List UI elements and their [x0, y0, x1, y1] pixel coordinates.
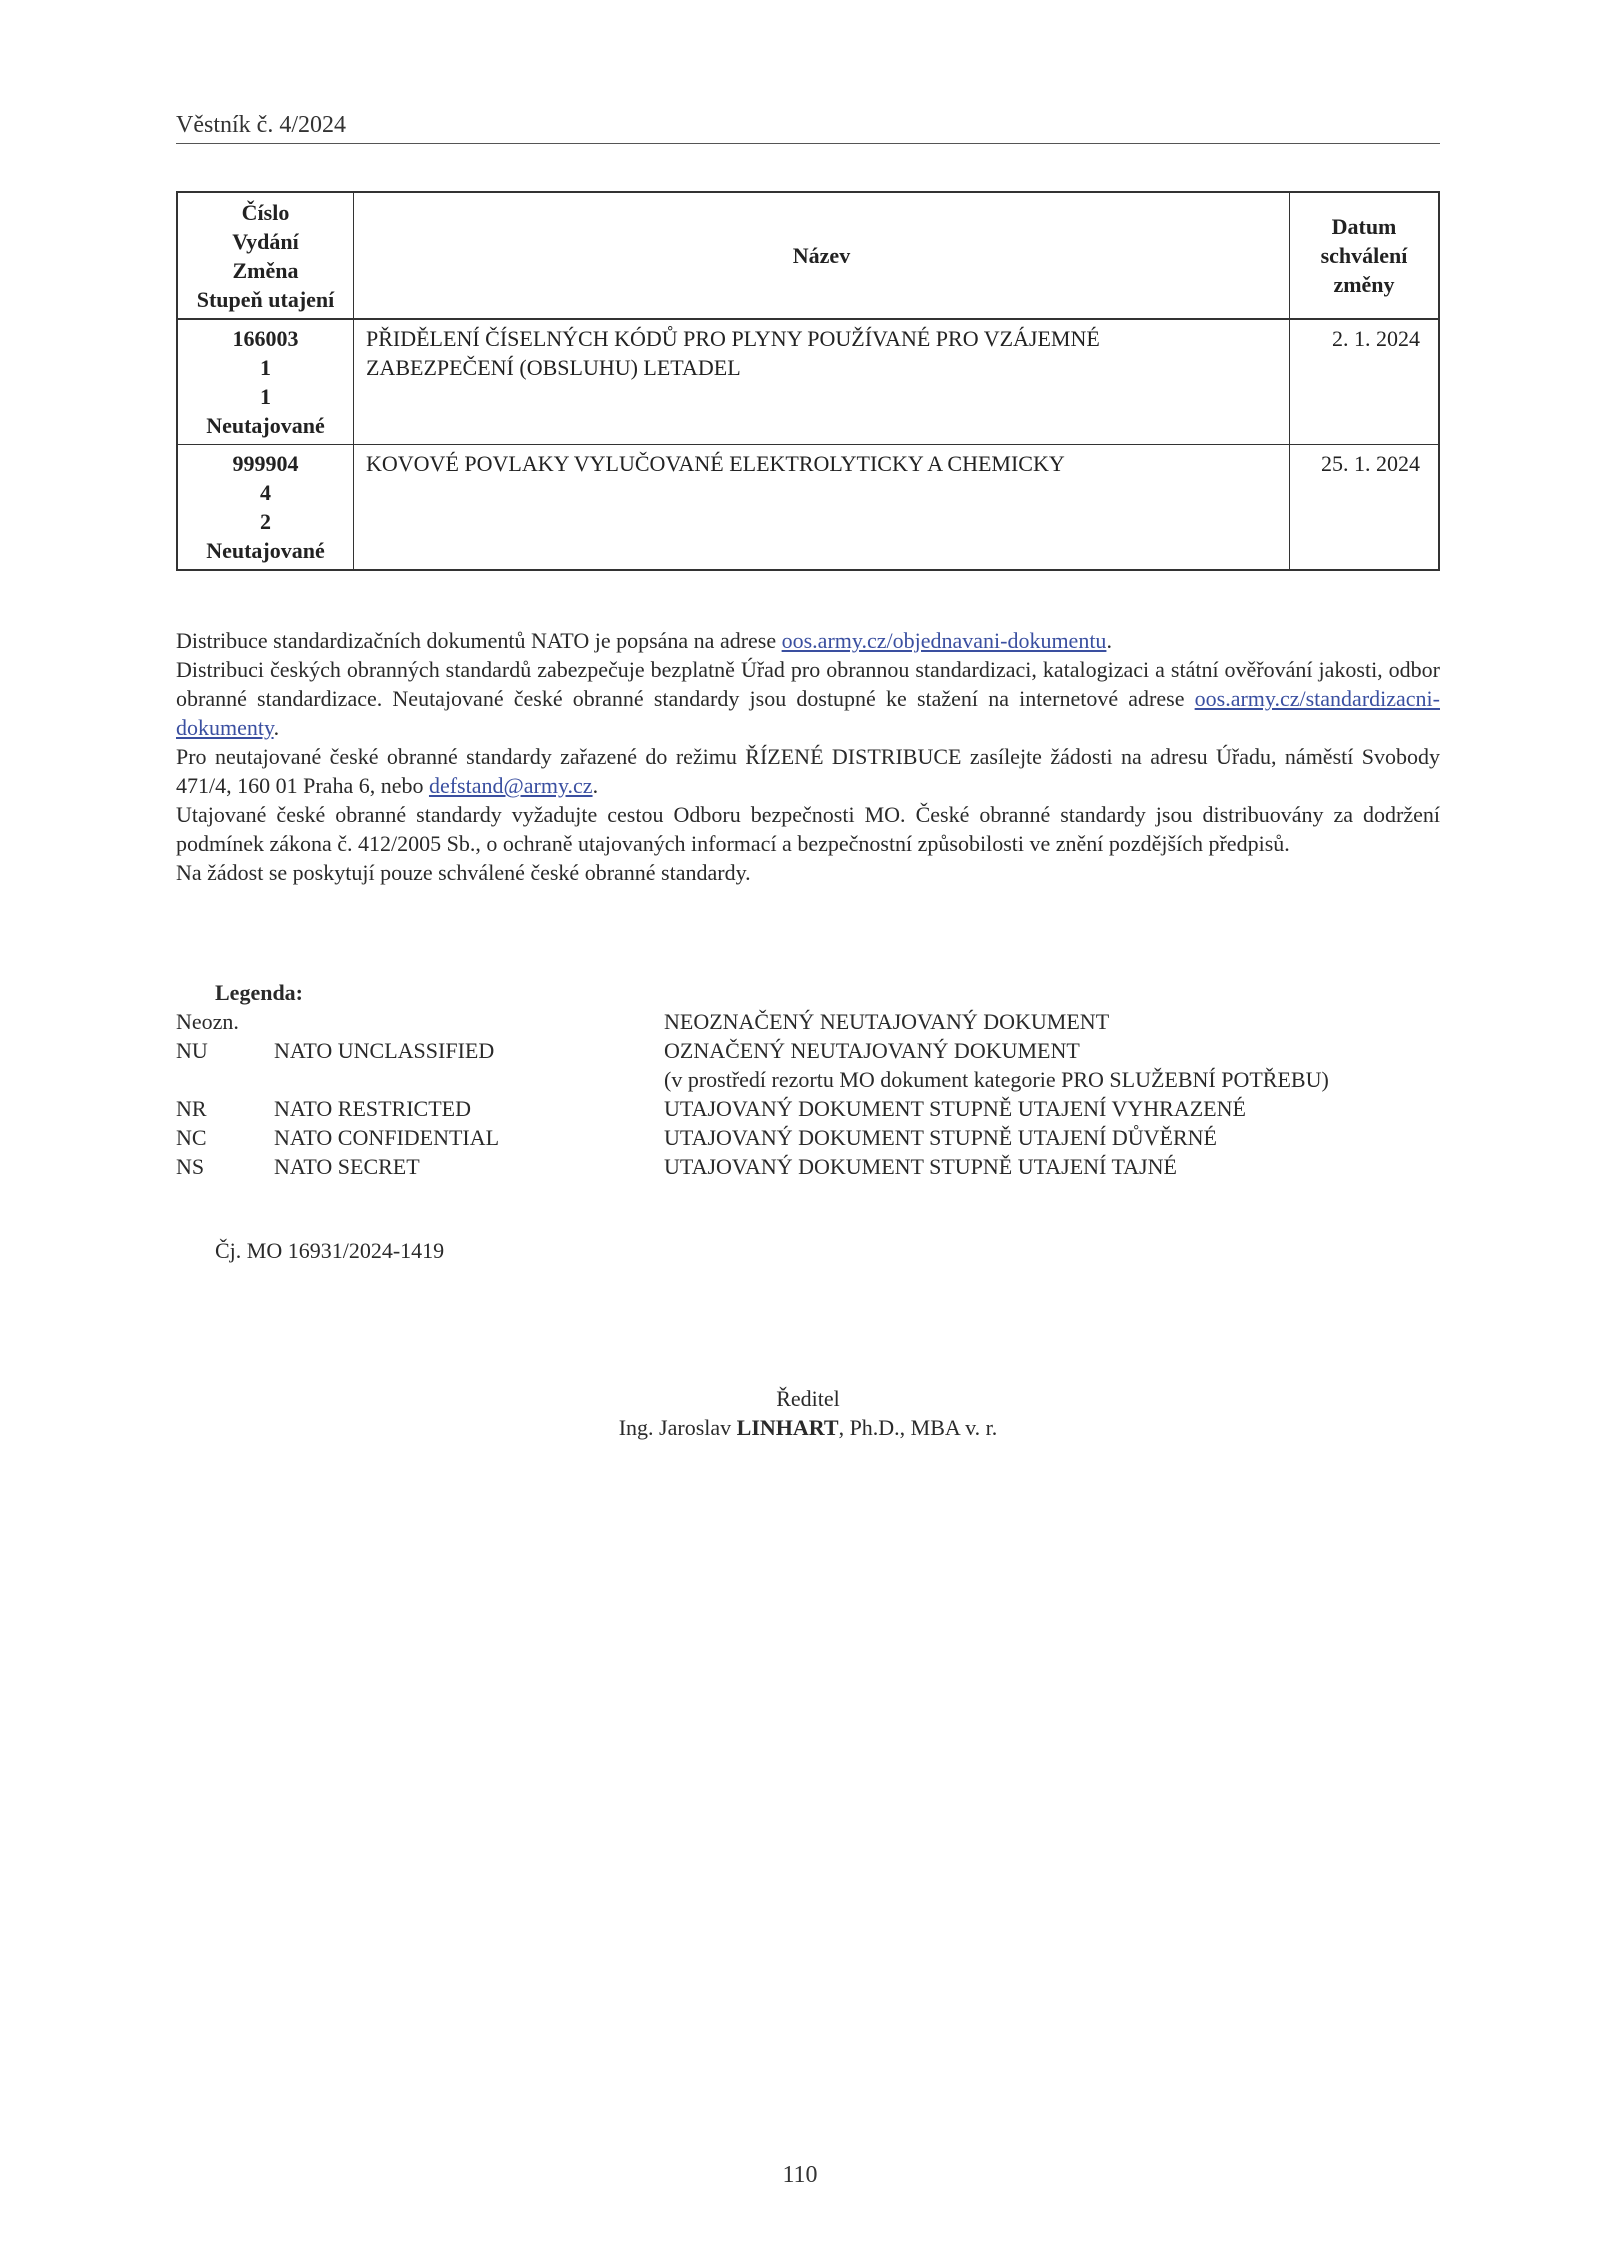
- legend-abbr: NC: [176, 1125, 207, 1150]
- legend-desc: UTAJOVANÝ DOKUMENT STUPNĚ UTAJENÍ TAJNÉ: [664, 1154, 1177, 1179]
- legend-row: [176, 1007, 1440, 1036]
- cell-date: 25. 1. 2024: [1290, 445, 1440, 571]
- legend-name: NATO CONFIDENTIAL: [274, 1125, 500, 1150]
- cell-number: [177, 319, 354, 445]
- legend-row: [176, 1094, 1440, 1123]
- title-line: ZABEZPEČENÍ (OBSLUHU) LETADEL: [366, 355, 741, 380]
- legend-abbr: Neozn.: [176, 1009, 239, 1034]
- page-number: 110: [782, 2162, 818, 2188]
- header-line: Vydání: [232, 228, 299, 254]
- link-standards[interactable]: oos.army.cz/standardizacni-dokumenty: [176, 686, 1440, 740]
- paragraph-czech-distribution: Distribuci českých obranných standardů zabezpečuje bezplatně Úřad pro obrannou standardizaci, katalogizaci a státní ověřování jakosti, odbor obranné standardizace. Neutajované české obranné standardy jsou dostupné ke stažení na internetové adrese oos.army.cz/standardizacni-dokumenty.: [176, 657, 1440, 740]
- cell-title: [354, 445, 1290, 571]
- legend-desc: NEOZNAČENÝ NEUTAJOVANÝ DOKUMENT: [664, 1009, 1110, 1034]
- legend-row: [176, 1123, 1440, 1152]
- legend-desc: UTAJOVANÝ DOKUMENT STUPNĚ UTAJENÍ VYHRAZENÉ: [664, 1096, 1246, 1121]
- distribution-text: [176, 626, 1440, 887]
- paragraph-approved-only: Na žádost se poskytují pouze schválené české obranné standardy.: [176, 860, 751, 885]
- legend-abbr: NU: [176, 1038, 208, 1063]
- bulletin-header: [176, 112, 1440, 144]
- standard-number: 999904: [232, 451, 299, 476]
- signature-block: [176, 1384, 1440, 1442]
- header-line: Stupeň utajení: [196, 286, 335, 312]
- legend-desc: OZNAČENÝ NEUTAJOVANÝ DOKUMENT: [664, 1038, 1080, 1063]
- standards-table: [176, 191, 1440, 571]
- edition: 1: [260, 355, 271, 380]
- change: 2: [260, 509, 271, 534]
- table-row: [177, 445, 1439, 571]
- reference-number: Čj. MO 16931/2024-1419: [215, 1238, 445, 1263]
- header-line: změny: [1333, 272, 1395, 297]
- cell-title: [354, 319, 1290, 445]
- signature-role: Ředitel: [776, 1386, 840, 1411]
- legend-row: [176, 1065, 1440, 1094]
- cell-number: [177, 445, 354, 571]
- title-line: KOVOVÉ POVLAKY VYLUČOVANÉ ELEKTROLYTICKY A CHEMICKY: [366, 451, 1065, 476]
- table-row: [177, 319, 1439, 445]
- change: 1: [260, 384, 271, 409]
- edition: 4: [260, 480, 271, 505]
- legend-desc: UTAJOVANÝ DOKUMENT STUPNĚ UTAJENÍ DŮVĚRNÉ: [664, 1125, 1217, 1150]
- header-title: Název: [354, 192, 1290, 319]
- table-header-row: [177, 192, 1439, 319]
- legend-row: [176, 1152, 1440, 1181]
- bulletin-title: Věstník č. 4/2024: [176, 112, 346, 138]
- classification: Neutajované: [206, 538, 325, 563]
- header-date: [1290, 192, 1440, 319]
- legend-abbr: NR: [176, 1096, 207, 1121]
- header-line: Datum: [1331, 214, 1397, 239]
- header-line: schválení: [1320, 243, 1408, 268]
- signature-name: Ing. Jaroslav LINHART, Ph.D., MBA v. r.: [618, 1415, 998, 1440]
- paragraph-classified: Utajované české obranné standardy vyžadujte cestou Odboru bezpečnosti MO. České obranné standardy jsou distribuovány za dodržení podmínek zákona č. 412/2005 Sb., o ochraně utajovaných informací a bezpečnostní způsobilosti ve znění pozdějších předpisů.: [176, 802, 1440, 856]
- legend-desc: (v prostředí rezortu MO dokument kategorie PRO SLUŽEBNÍ POTŘEBU): [664, 1067, 1329, 1092]
- paragraph-controlled-distribution: Pro neutajované české obranné standardy zařazené do režimu ŘÍZENÉ DISTRIBUCE zasílejte žádosti na adresu Úřadu, náměstí Svobody 471/4, 160 01 Praha 6, nebo defstand@army.cz.: [176, 744, 1440, 798]
- legend-name: NATO SECRET: [274, 1154, 420, 1179]
- standard-number: 166003: [232, 326, 299, 351]
- header-number-edition: [177, 192, 354, 319]
- header-line: Změna: [232, 257, 299, 283]
- title-line: PŘIDĚLENÍ ČÍSELNÝCH KÓDŮ PRO PLYNY POUŽÍVANÉ PRO VZÁJEMNÉ: [366, 326, 1100, 351]
- paragraph-nato-distribution: Distribuce standardizačních dokumentů NATO je popsána na adrese oos.army.cz/objednavani-dokumentu.: [176, 628, 1112, 653]
- legend: [176, 978, 1440, 1181]
- legend-name: NATO UNCLASSIFIED: [274, 1038, 495, 1063]
- classification: Neutajované: [206, 413, 325, 438]
- link-ordering[interactable]: oos.army.cz/objednavani-dokumentu: [781, 628, 1107, 653]
- legend-title: Legenda:: [215, 980, 303, 1005]
- link-email[interactable]: defstand@army.cz: [428, 773, 593, 798]
- legend-name: NATO RESTRICTED: [274, 1096, 471, 1121]
- header-line: Číslo: [241, 199, 290, 225]
- legend-abbr: NS: [176, 1154, 205, 1179]
- cell-date: 2. 1. 2024: [1290, 319, 1440, 445]
- legend-row: [176, 1036, 1440, 1065]
